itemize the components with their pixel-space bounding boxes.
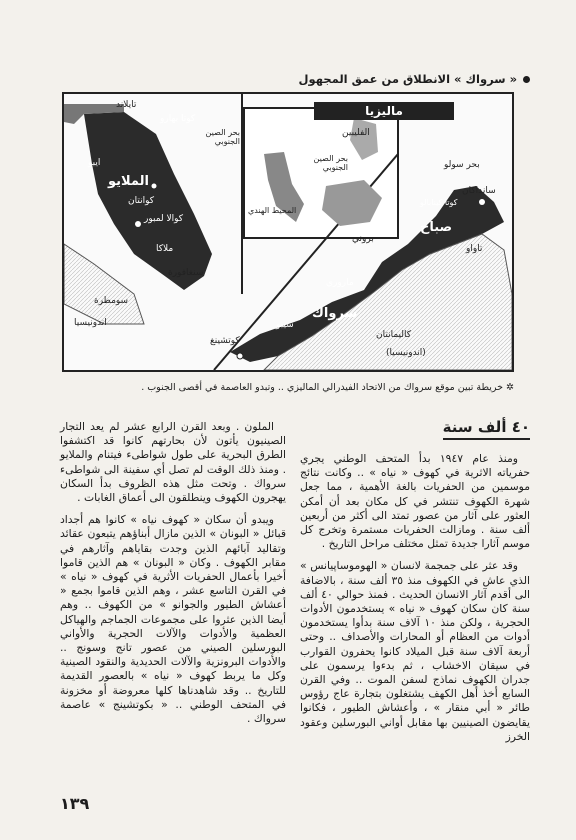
paragraph: ويبدو أن سكان « كهوف نياه » كانوا هم أجداد قبائل « البونان » الذين مازال أبناؤهم يتبعون عقائد وتقاليد آبائهم الذين وجدت بقاياهم وآثارهم في مقابر الكهوف . وكان « البونان » هم الذين قاموا أخيرا بأعمال الحفريات الأثرية في كهوف « نياه » في القرن التاسع عشر ، وهم الذين قاموا بجمع « أعشاش الطيور والجوانو » من الكهوف .. وهم أيضا الذين عثروا على مجموعات الجماجم والهياكل العظمية والأدوات والآلات الحجرية والأواني البورسلين الصيني من عصور تانج وسونج .. والأدوات البرونزية والآلات الحديدية والنقود الصينية وكل ما يربط كهوف « نياه » بالعصور القديمة للتاريخ .. وقد شاهدناها كلها معروضة أو مخزونة في المتحف الوطني .. « بكوتشينج » عاصمة سرواك . [60, 513, 286, 726]
map-label-indonesia-west: اندونيسيا [74, 318, 107, 328]
page-number: ١٣٩ [60, 794, 90, 813]
map-label-indonesia-east: (اندونيسيا) [386, 348, 426, 358]
map-label-sandakan: سانداكان [462, 186, 496, 196]
map-label-thailand: تايلاند [116, 100, 137, 110]
running-title: « سرواك » الانطلاق من عمق المجهول [298, 72, 517, 86]
map-figure [62, 92, 514, 372]
map-label-kuala-lumpur: كوالا لمبور [144, 214, 184, 224]
paragraph: الملون . وبعد القرن الرابع عشر لم يعد التجار الصينيون يأتون لأن بحارتهم كانوا قد اكتشفوا الطرق البحرية على طول شواطىء فيتنام والملايو . ومنذ ذلك الوقت لم تصل أي سفينة الى شواطىء سرواك . وتحت مثل هذه الظروف بدأ السكان يهجرون الكهوف وينطلقون الى أعماق الغابات . [60, 420, 286, 505]
map-caption [62, 382, 514, 393]
star-icon: ✲ [506, 382, 514, 393]
map-label-sabah: صباح [420, 220, 453, 235]
map-label-philippines: الفليبين [342, 128, 370, 138]
map-label-tawau: تاواو [466, 244, 483, 254]
map-label-sarawak: سرواك [312, 306, 358, 321]
paragraph: وقد عثر على جمجمة لانسان « الهوموساپيانس » الذي عاش في الكهوف منذ ٣٥ ألف سنة ، بالاضافة الى أقدم آثار الانسان الحديث . فمنذ حوالي ٤٠ ألف سنة كان سكان كهوف « نياه » يستخدمون الأدوات الحجرية ، ولكن منذ ١٠ آلاف سنة بدأوا يستخدمون أدوات من العظام أو المحارات والأصداف .. وحتى أربعة آلاف سنة قبل الميلاد كانوا يحفرون القوارب في سيقان الاخشاب ، ثم بدءوا يرسمون على جدران الكهوف نماذج لسفن الموت .. وفي القرن السابع أخذ أهل الكهف يشتغلون بتجارة عاج رؤوس طائر « أبي منقار » ، وأعشاش الطيور ، فكانوا يقايضون الصينيين بها مقابل أواني البورسلين وعقود الخرز [300, 559, 530, 743]
map-label-sibu: سيبو [276, 320, 294, 330]
map-label-marudi: ماروري [326, 278, 354, 288]
running-header [46, 72, 530, 86]
map-label-sumatra: سومطرة [94, 296, 129, 306]
caption-text: خريطة تبين موقع سرواك من الاتحاد الفيدرالي الماليزي .. وتبدو العاصمة في أقصى الجنوب . [141, 382, 504, 393]
bullet-icon [523, 76, 530, 83]
map-label-kuantan: كوانتان [128, 196, 155, 206]
map-banner: ماليزيا [314, 102, 454, 120]
paragraph: ومنذ عام ١٩٤٧ بدأ المتحف الوطني يجري حفرياته الاثرية في كهوف « نياه » .. وكانت نتائج موسمين من الحفريات بالغة الأهمية ، مما جعل شهرة الكهوف تنتشر في كل مكان بعد أن أمكن العثور على آثار من عصور تمتد الى أكثر من أربعين ألف سنة . ومازالت الحفريات مستمرة وتخرج كل موسم آثارا جديدة تمثل مختلف مراحل التاريخ . [300, 452, 530, 551]
section-title: ٤٠ ألف سنة [443, 418, 530, 440]
map-label-inset-sea: بحر الصين الجنوبي [313, 154, 348, 172]
map-label-sulu-sea: بحر سولو [444, 160, 480, 170]
text-column-left [60, 420, 286, 734]
map-label-kota-bharu: كوتا بهارو [160, 114, 196, 124]
map-label-south-china-sea: بحر الصين الجنوبي [205, 128, 240, 146]
map-label-malacca: ملاكا [156, 244, 174, 254]
map-label-indian-ocean: المحيط الهندي [248, 206, 297, 215]
map-label-kalimantan: كاليمانتان [376, 330, 412, 340]
map-label-kota-kinabalu: كوتا كينابالو [420, 198, 458, 207]
map-label-singapore: سنغافورة [168, 268, 204, 278]
map-label-ipoh: ايبو [88, 158, 101, 168]
map-label-brunei: بروني [352, 234, 374, 244]
text-column-right [300, 452, 530, 752]
map-label-malaya: الملايو [108, 174, 149, 189]
map-label-kuching: كوتشينغ [210, 336, 240, 346]
